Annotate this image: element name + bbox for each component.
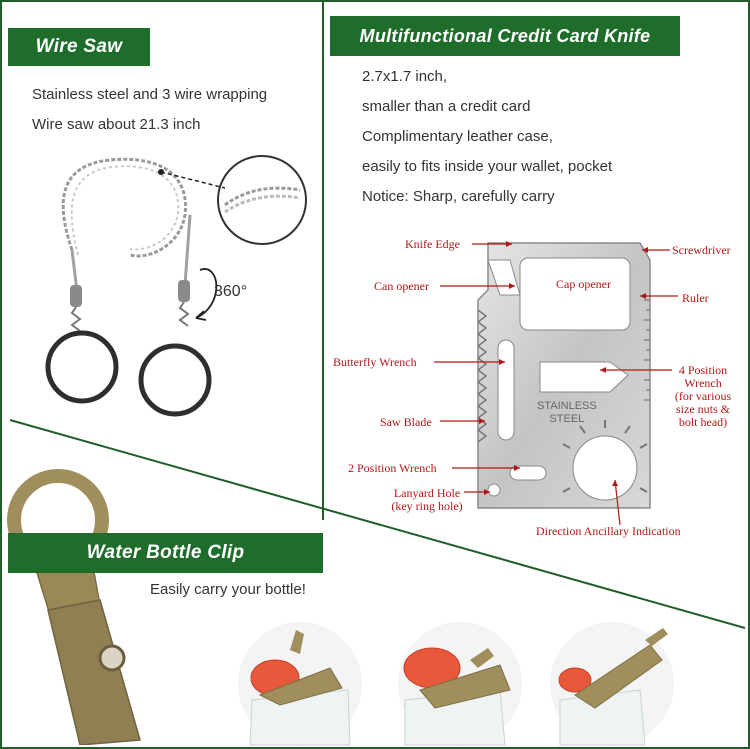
card-knife-line-4: easily to fits inside your wallet, pocket [362,158,613,175]
card-knife-line-2: smaller than a credit card [362,98,531,115]
card-engraving-line-2: STEEL [549,413,585,425]
bottle-example-1 [238,622,362,746]
wire-saw-title: Wire Saw [8,28,150,66]
label-knife-edge: Knife Edge [405,237,460,251]
label-can-opener: Can opener [374,279,429,293]
label-saw-blade: Saw Blade [380,415,432,429]
card-knife-line-5: Notice: Sharp, carefully carry [362,188,555,205]
bottle-example-3 [550,622,674,746]
lanyard-line-1: Lanyard Hole [393,486,461,500]
four-position-line-1: 4 Position [678,363,728,377]
label-screwdriver: Screwdriver [672,243,731,257]
card-knife-line-3: Complimentary leather case, [362,128,553,145]
card-engraving-line-1: STAINLESS [537,400,597,412]
wire-saw-line-1: Stainless steel and 3 wire wrapping [32,86,268,103]
lanyard-line-2: (key ring hole) [391,499,463,513]
four-position-line-5: bolt head) [678,415,728,429]
label-two-position-wrench: 2 Position Wrench [348,461,437,475]
four-position-line-4: size nuts & [676,402,730,416]
card-knife-title: Multifunctional Credit Card Knife [330,16,680,56]
card-knife-line-1: 2.7x1.7 inch, [362,68,448,85]
label-butterfly-wrench: Butterfly Wrench [333,355,417,369]
water-bottle-clip-title: Water Bottle Clip [8,533,323,573]
label-ruler: Ruler [682,291,709,305]
rotation-label: 360° [214,283,248,300]
label-direction-indication: Direction Ancillary Indication [536,524,681,538]
four-position-line-2: Wrench [684,376,722,390]
four-position-line-3: (for various [674,389,732,403]
wire-saw-line-2: Wire saw about 21.3 inch [32,116,201,133]
water-bottle-clip-description: Easily carry your bottle! [150,581,306,598]
bottle-example-2 [398,622,522,746]
label-cap-opener: Cap opener [556,277,611,291]
